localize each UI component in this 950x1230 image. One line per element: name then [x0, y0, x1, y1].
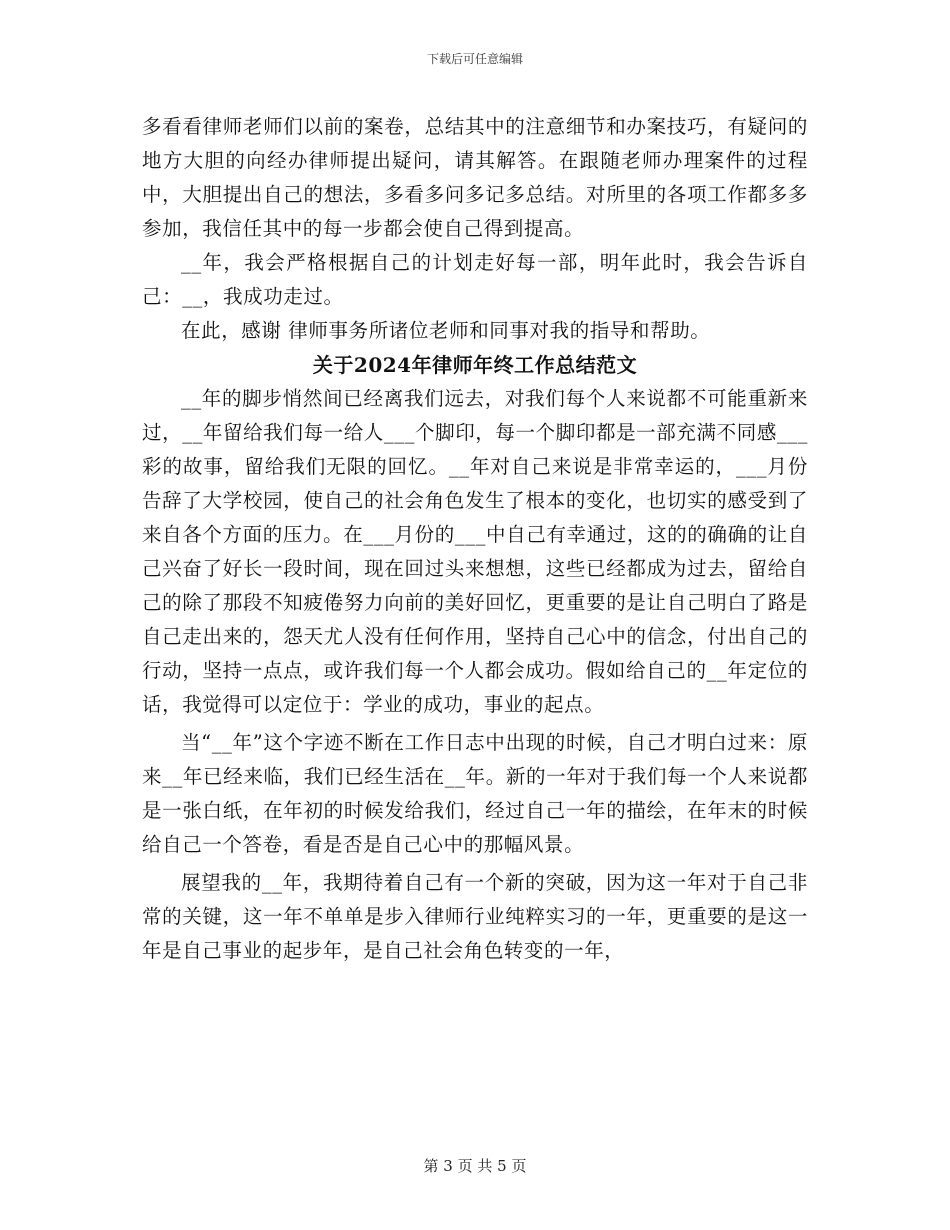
- paragraph-outlook: 展望我的__年，我期待着自己有一个新的突破，因为这一年对于自己非常的关键，这一年不单单是步入律师行业纯粹实习的一年，更重要的是这一年是自己事业的起步年，是自己社会角色转变的一年，: [142, 871, 808, 962]
- header-note: 下载后可任意编辑: [426, 52, 523, 66]
- paragraph-review: __年的脚步悄然间已经离我们远去，对我们每个人来说都不可能重新来过，__年留给我们每一给人___个脚印，每一个脚印都是一部充满不同感___彩的故事，留给我们无限的回忆。__年对自己来说是非常幸运的，___月份告辞了大学校园，使自己的社会角色发生了根本的变化，也切实的感受到了来自各个方面的压力。在___月份的___中自己有幸通过，这的的确确的让自己兴奋了好长一段时间，现在回过头来想想，这些已经都成为过去，留给自己的除了那段不知疲倦努力向前的美好回忆，更重要的是让自己明白了路是自己走出来的，怨天尤人没有任何作用，坚持自己心中的信念，付出自己的行动，坚持一点点，或许我们每一个人都会成功。假如给自己的__年定位的话，我觉得可以定位于：学业的成功，事业的起点。: [142, 387, 808, 716]
- section-title: 关于2024年律师年终工作总结范文: [312, 353, 638, 377]
- paragraph-new-year: 当“__年”这个字迹不断在工作日志中出现的时候，自己才明白过来：原来__年已经来临，我们已经生活在__年。新的一年对于我们每一个人来说都是一张白纸，在年初的时候发给我们，经过自己一年的描绘，在年末的时候给自己一个答卷，看是否是自己心中的那幅风景。: [142, 731, 808, 856]
- page-number: 第 3 页 共 5 页: [423, 1157, 527, 1175]
- paragraph-plan: __年，我会严格根据自己的计划走好每一部，明年此时，我会告诉自己：__，我成功走过。: [142, 251, 808, 308]
- document-body: [142, 110, 808, 968]
- paragraph-thanks: 在此，感谢 律师事务所诸位老师和同事对我的指导和帮助。: [181, 319, 711, 342]
- paragraph-continued: 多看看律师老师们以前的案卷，总结其中的注意细节和办案技巧，有疑问的地方大胆的向经办律师提出疑问，请其解答。在跟随老师办理案件的过程中，大胆提出自己的想法，多看多问多记多总结。对所里的各项工作都多多参加，我信任其中的每一步都会使自己得到提高。: [142, 115, 808, 240]
